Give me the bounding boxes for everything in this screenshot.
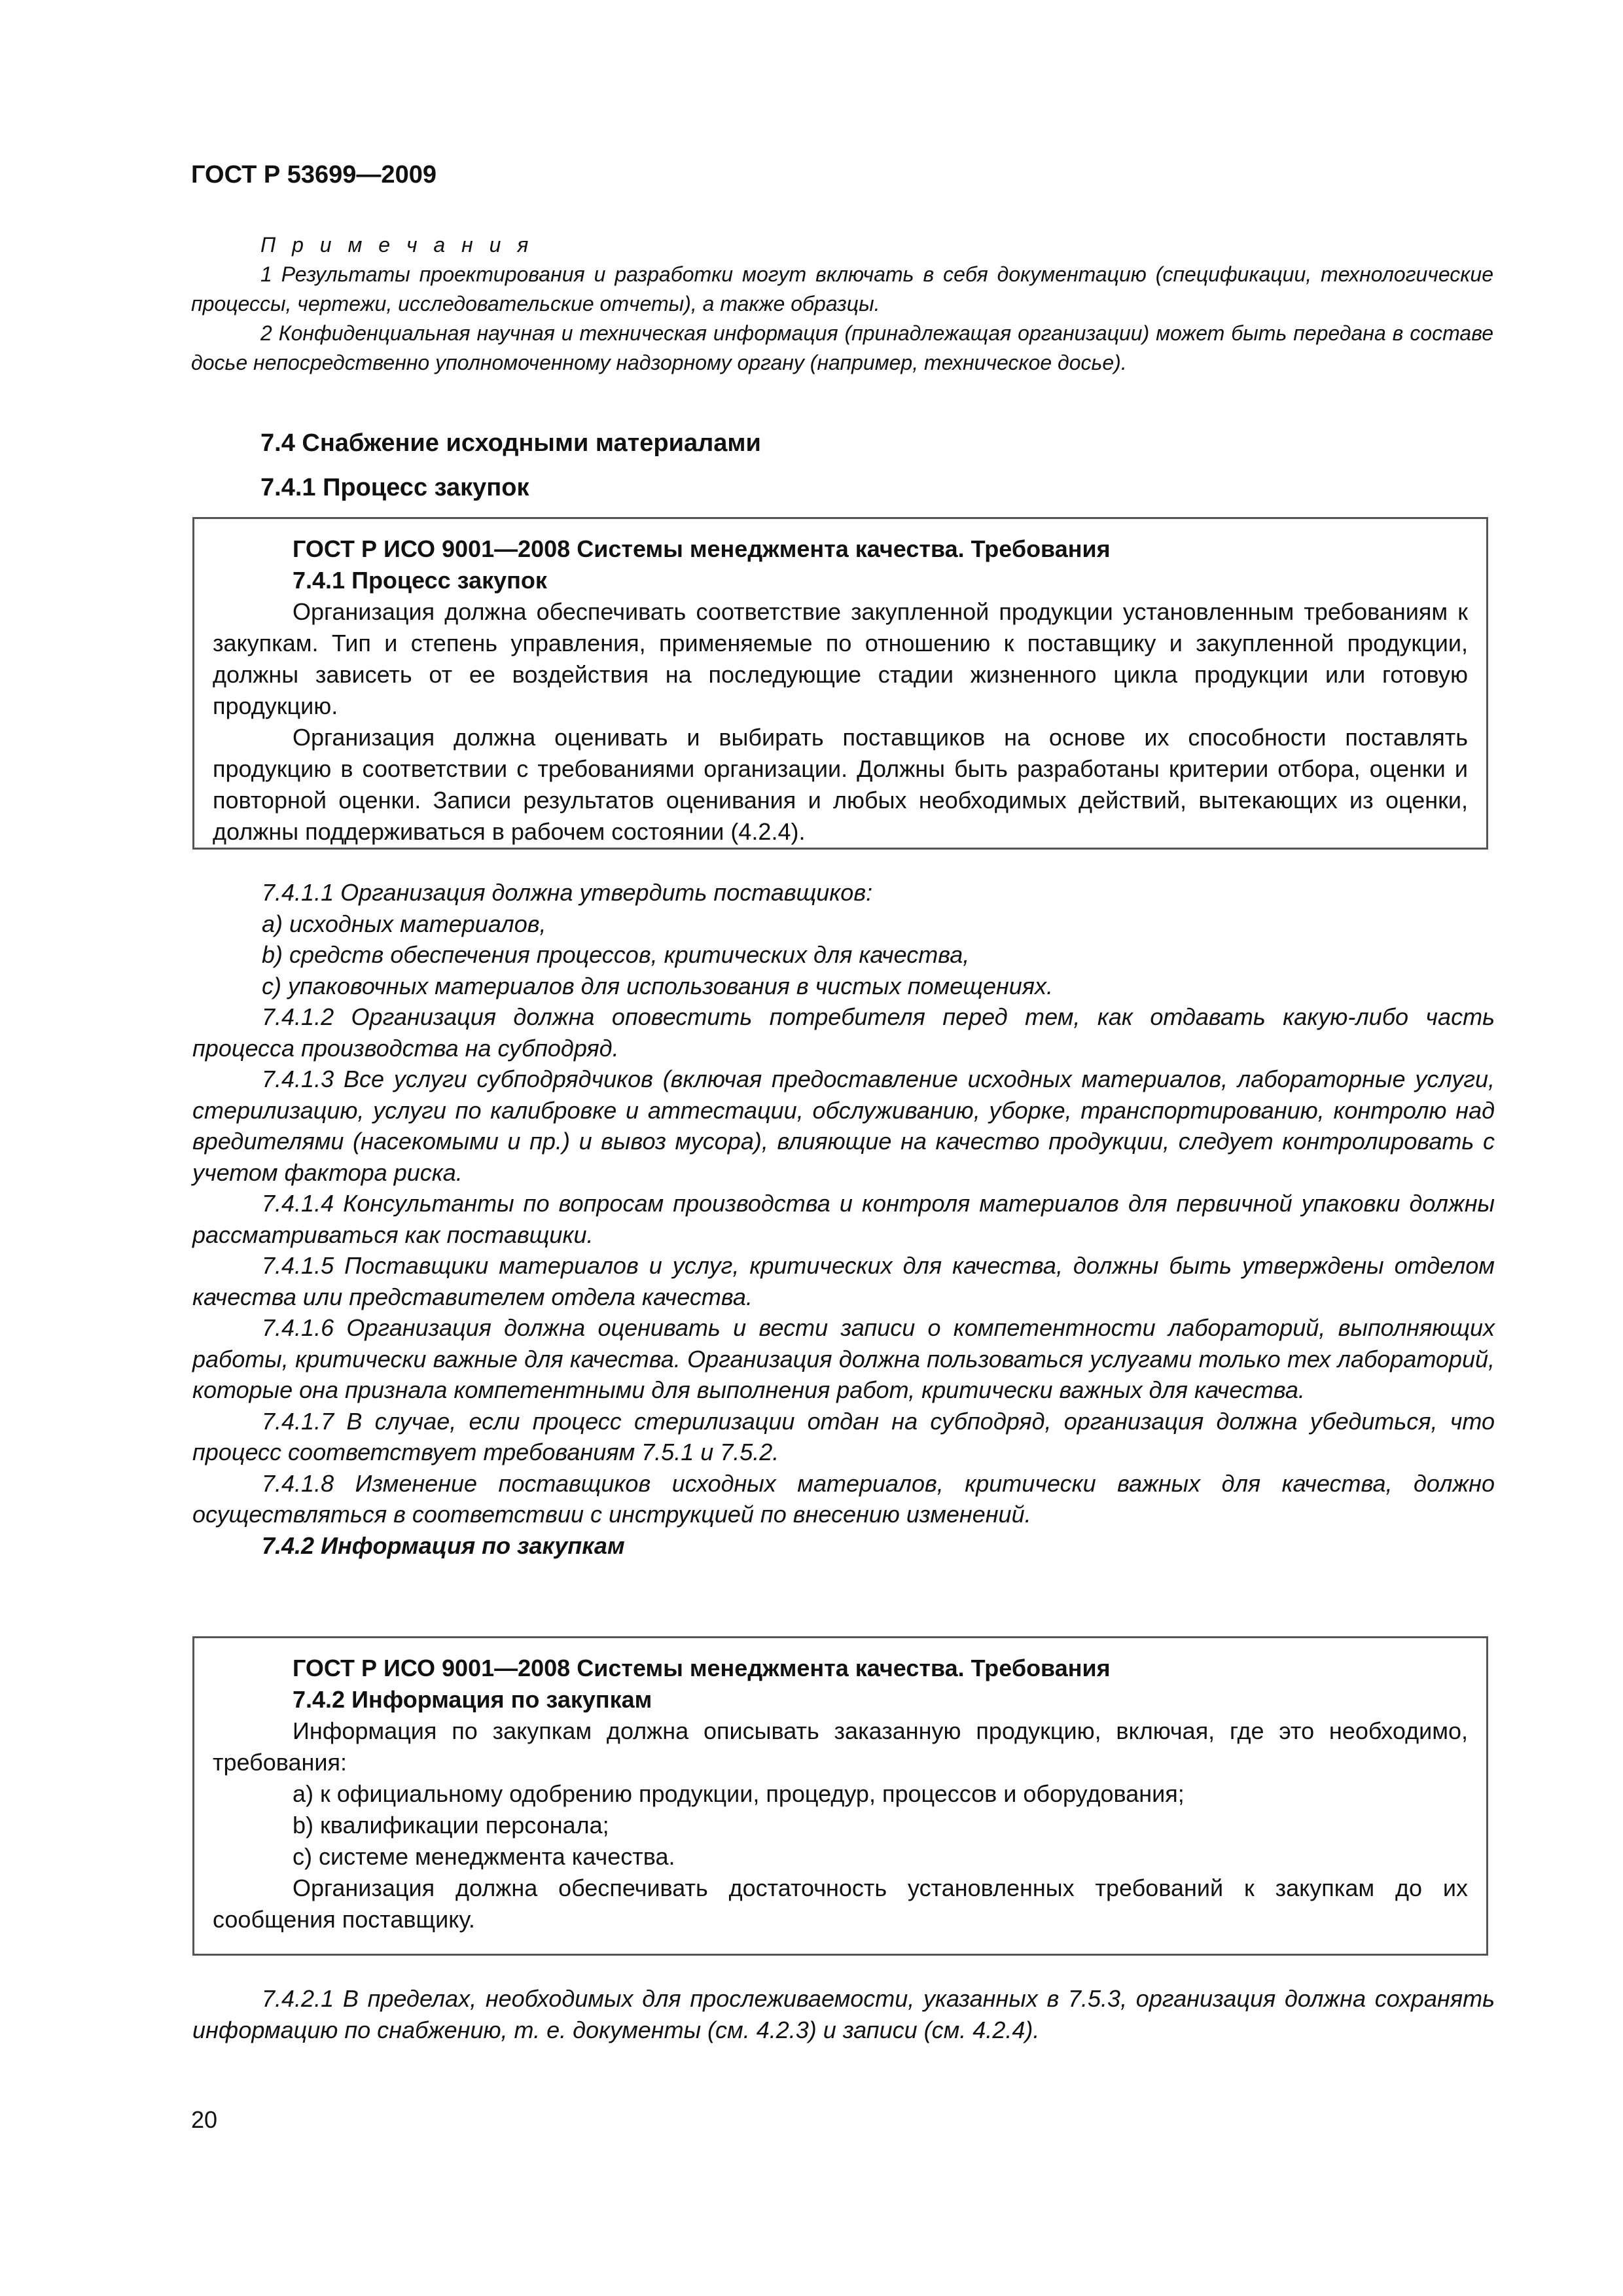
quoted-standard-box-7-4-2 [192, 1636, 1488, 1956]
section-heading-7-4-1: 7.4.1 Процесс закупок [260, 474, 529, 501]
list-item: b) средств обеспечения процессов, критических для качества, [262, 941, 970, 968]
document-code-header: ГОСТ Р 53699—2009 [191, 161, 437, 188]
note-item: 1 Результаты проектирования и разработки могут включать в себя документацию (спецификации, технологические процессы, чертежи, исследовательские отчеты), а также образцы. [191, 262, 1493, 315]
notes-block [191, 230, 1493, 378]
clause-7-4-1-7: 7.4.1.7 В случае, если процесс стерилизации отдан на субподряд, организация должна убедиться, что процесс соответствует требованиям 7.5.1 и 7.5.2. [192, 1407, 1495, 1465]
quoted-standard-box-7-4-1 [192, 517, 1488, 850]
page-number: 20 [191, 2106, 218, 2133]
clauses-7-4-1 [192, 877, 1495, 1561]
list-item: b) квалификации персонала; [293, 1812, 609, 1839]
clause-7-4-1-2: 7.4.1.2 Организация должна оповестить потребителя перед тем, как отдавать какую-либо часть процесса производства на субподряд. [192, 1003, 1495, 1062]
list-item: a) исходных материалов, [262, 910, 546, 937]
box-standard-title: ГОСТ Р ИСО 9001—2008 Системы менеджмента качества. Требования [293, 1655, 1111, 1681]
clause-7-4-1-8: 7.4.1.8 Изменение поставщиков исходных материалов, критически важных для качества, должно осуществляться в соответствии с инструкцией по внесению изменений. [192, 1469, 1495, 1528]
list-item: c) упаковочных материалов для использования в чистых помещениях. [262, 972, 1054, 999]
box-subtitle: 7.4.2 Информация по закупкам [293, 1686, 652, 1713]
box-paragraph: Организация должна оценивать и выбирать поставщиков на основе их способности поставлять продукцию в соответствии с требованиями организации. Должны быть разработаны критерии отбора, оценки и повторной оценки. Записи результатов оценивания и любых необходимых действий, вытекающих из оценки, должны поддерживаться в рабочем состоянии (4.2.4). [213, 724, 1468, 845]
list-item: c) системе менеджмента качества. [293, 1843, 675, 1870]
clause-7-4-1-1: 7.4.1.1 Организация должна утвердить поставщиков: [262, 879, 873, 906]
clause-7-4-2-block [192, 1983, 1495, 2045]
notes-title: П р и м е ч а н и я [260, 233, 534, 257]
note-item: 2 Конфиденциальная научная и техническая информация (принадлежащая организации) может быть передана в составе досье непосредственно уполномоченному надзорному органу (например, техническое досье). [191, 321, 1493, 374]
section-heading-7-4: 7.4 Снабжение исходными материалами [260, 429, 761, 457]
clause-7-4-1-4: 7.4.1.4 Консультанты по вопросам производства и контроля материалов для первичной упаковки должны рассматриваться как поставщики. [192, 1190, 1495, 1248]
list-item: a) к официальному одобрению продукции, процедур, процессов и оборудования; [293, 1780, 1185, 1807]
clause-7-4-1-5: 7.4.1.5 Поставщики материалов и услуг, критических для качества, должны быть утверждены отделом качества или представителем отдела качества. [192, 1252, 1495, 1310]
box-subtitle: 7.4.1 Процесс закупок [293, 567, 547, 594]
box-paragraph: Организация должна обеспечивать достаточность установленных требований к закупкам до их сообщения поставщику. [213, 1874, 1468, 1933]
box-paragraph: Организация должна обеспечивать соответствие закупленной продукции установленным требованиям к закупкам. Тип и степень управления, применяемые по отношению к поставщику и закупленной продукции, должны зависеть от ее воздействия на последующие стадии жизненного цикла продукции или готовую продукцию. [213, 598, 1468, 719]
clause-7-4-2-1: 7.4.2.1 В пределах, необходимых для прослеживаемости, указанных в 7.5.3, организация должна сохранять информацию по снабжению, т. е. документы (см. 4.2.3) и записи (см. 4.2.4). [192, 1985, 1495, 2043]
box-standard-title: ГОСТ Р ИСО 9001—2008 Системы менеджмента качества. Требования [293, 535, 1111, 562]
box-paragraph: Информация по закупкам должна описывать заказанную продукцию, включая, где это необходимо, требования: [213, 1717, 1468, 1776]
clause-7-4-1-6: 7.4.1.6 Организация должна оценивать и вести записи о компетентности лабораторий, выполняющих работы, критически важные для качества. Организация должна пользоваться услугами только тех лабораторий, которые она признала компетентными для выполнения работ, критически важных для качества. [192, 1314, 1495, 1403]
clause-7-4-1-3: 7.4.1.3 Все услуги субподрядчиков (включая предоставление исходных материалов, лабораторные услуги, стерилизацию, услуги по калибровке и аттестации, обслуживанию, уборке, транспортированию, контролю над вредителями (насекомыми и пр.) и вывоз мусора), влияющие на качество продукции, следует контролировать с учетом фактора риска. [192, 1066, 1495, 1186]
section-heading-7-4-2: 7.4.2 Информация по закупкам [262, 1532, 625, 1559]
